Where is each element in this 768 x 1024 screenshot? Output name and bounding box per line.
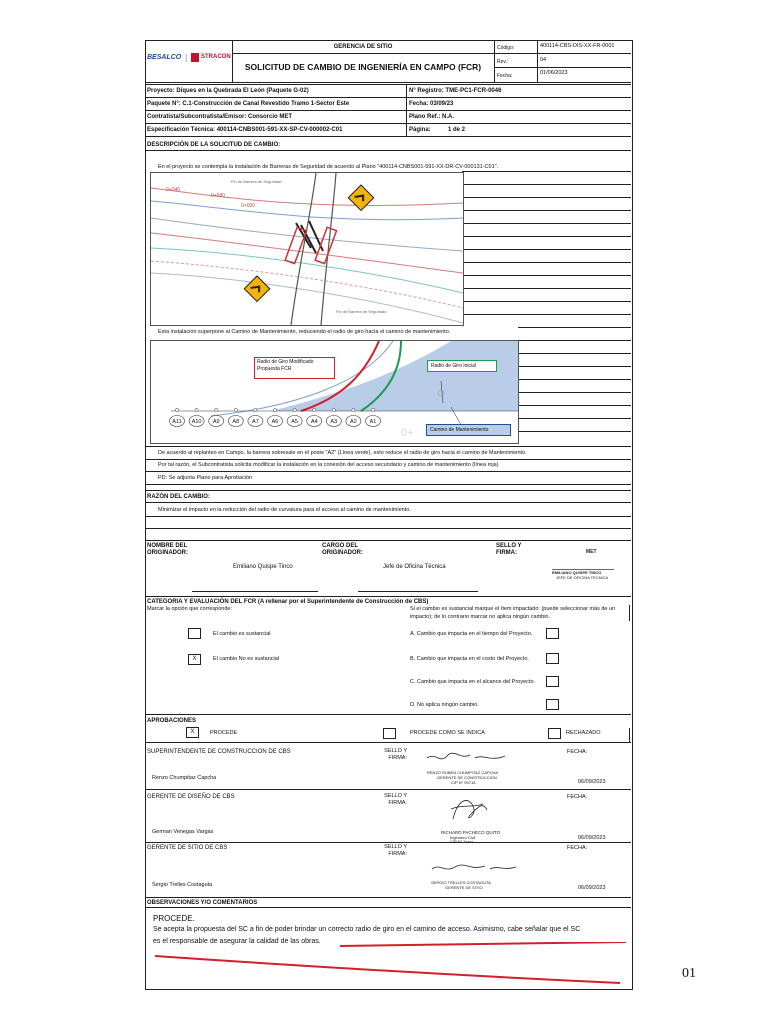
option-sustancial: El cambio es sustancial bbox=[213, 631, 271, 637]
sello-label: SELLO Y FIRMA: bbox=[384, 748, 407, 761]
post-label: A3 bbox=[330, 419, 338, 425]
procede-indica-checkbox[interactable] bbox=[383, 728, 396, 739]
registro: N° Registro: TME-PC1-FCR-0046 bbox=[409, 88, 502, 94]
originator-name: Emiliano Quispe Tinco bbox=[233, 564, 293, 570]
approver-role: GERENTE DE DISEÑO DE CBS bbox=[147, 794, 235, 800]
impact-d: D. No aplica ningún cambio. bbox=[410, 702, 479, 708]
no-sustancial-checkbox[interactable]: X bbox=[188, 654, 201, 665]
chainage: 0+ bbox=[401, 427, 414, 439]
originator-stamp bbox=[548, 544, 618, 580]
observations-text-1: Se acepta la propuesta del SC a fin de poder brindar un correcto radio de giro en el camino de acceso. Asimismo, cabe señalar que el SC bbox=[153, 926, 581, 933]
signature-2 bbox=[443, 794, 493, 824]
stamp-line-1: RICHARD PACHECO QUITO bbox=[441, 830, 501, 835]
approver-role: GERENTE DE SITIO DE CBS bbox=[147, 845, 228, 851]
stracon-icon bbox=[191, 53, 199, 62]
sustancial-checkbox[interactable] bbox=[188, 628, 201, 639]
label-bottom: Fin de Barrera de Seguridad bbox=[336, 309, 387, 314]
post-tick bbox=[175, 408, 178, 411]
besalco-logo: BESALCO bbox=[147, 54, 182, 61]
description-heading: DESCRIPCIÓN DE LA SOLICITUD DE CAMBIO: bbox=[147, 142, 281, 148]
approval-row-3 bbox=[145, 843, 631, 895]
post-tick bbox=[313, 408, 316, 411]
impact-c-checkbox[interactable] bbox=[546, 676, 559, 687]
stamp-line-1: RENZO RUBEN CHUMPITAZ CAPCHA bbox=[427, 770, 499, 775]
post-tick bbox=[234, 408, 237, 411]
originator-cargo-label: CARGO DEL ORIGINADOR: bbox=[322, 543, 363, 556]
signature-1 bbox=[425, 750, 515, 770]
approval-row-1 bbox=[145, 744, 631, 790]
impact-a-checkbox[interactable] bbox=[546, 628, 559, 639]
stamp-line-3: CIP N° 7xxxx bbox=[450, 839, 474, 844]
stamp-company: MET bbox=[586, 549, 597, 555]
post-label: A10 bbox=[191, 419, 202, 425]
plano-ref: Plano Ref.: N.A. bbox=[409, 114, 455, 120]
pagina-value: 1 de 2 bbox=[448, 127, 466, 133]
form-title: SOLICITUD DE CAMBIO DE INGENIERÍA EN CAMPO (FCR) bbox=[244, 62, 482, 72]
green-label: Radio de Giro Inicial bbox=[431, 363, 477, 369]
rev-label: Rev.: bbox=[497, 59, 509, 65]
road-label: Camino de Mantenimiento bbox=[430, 427, 489, 433]
post-label: A11 bbox=[172, 419, 182, 425]
department: GERENCIA DE SITIO bbox=[333, 44, 393, 50]
description-line1: De acuerdo al replanteo en Campo, la barrera sobresale en el poste "A2" (Línea verde), esto reduce el radio de giro hacia el camino de Mantenimiento. bbox=[158, 450, 527, 456]
stamp-role: JEFE DE OFICINA TECNICA bbox=[556, 575, 609, 580]
caption1: Esta instalación superpone al Camino de Mantenimiento, reduciendo el radio de giro hacia el camino de mantenimiento. bbox=[158, 329, 451, 335]
paquete: Paquete N°: C.1-Construcción de Canal Revestido Tramo 1-Sector Este bbox=[147, 101, 350, 107]
approval-date: 06/09/2023 bbox=[578, 835, 606, 841]
observations-text-2: es el responsable de asegurar la calidad de las obras. bbox=[153, 938, 321, 945]
originator-cargo: Jefe de Oficina Técnica bbox=[383, 564, 446, 570]
codigo-value: 400114-CBS-DIS-XX-FR-0001 bbox=[540, 43, 615, 49]
procede-checkbox[interactable]: X bbox=[186, 727, 199, 738]
description-line2: Por tal razón, el Subcontratista solicita modificar la instalación en la conexión del acceso secundario y camino de mantenimiento (línea roja) bbox=[158, 462, 499, 468]
stamp-line-2: GERENTE DE SITIO bbox=[445, 885, 483, 890]
impact-b-checkbox[interactable] bbox=[546, 653, 559, 664]
right-instruction-2: impacto); de lo contrario marcar no aplica ningún cambio. bbox=[410, 614, 551, 620]
approval-date: 06/09/2023 bbox=[578, 779, 606, 785]
approver-name: Renzo Chumpitaz Capcha bbox=[152, 775, 217, 781]
fecha-value: 01/06/2023 bbox=[540, 70, 568, 76]
post-tick bbox=[254, 408, 257, 411]
post-tick bbox=[293, 408, 296, 411]
impact-d-checkbox[interactable] bbox=[546, 699, 559, 710]
approver-role: SUPERINTENDENTE DE CONSTRUCCION DE CBS bbox=[147, 749, 291, 755]
description-line3: PD: Se adjunta Plano para Aprobación bbox=[158, 475, 253, 481]
codigo-label: Código: bbox=[497, 45, 515, 51]
post-label: A8 bbox=[232, 419, 240, 425]
impact-c: C. Cambio que impacta en el alcance del Proyecto. bbox=[410, 679, 536, 685]
page-number: 01 bbox=[682, 966, 696, 981]
post-label: A1 bbox=[369, 419, 377, 425]
option-no-sustancial: El cambio No es sustancial bbox=[213, 656, 280, 662]
post-tick bbox=[352, 408, 355, 411]
post-tick bbox=[273, 408, 276, 411]
stamp-name: EMILIANO QUISPE TINCO bbox=[552, 570, 602, 575]
rev-value: 04 bbox=[540, 57, 547, 63]
stamp-line-3: CIP N° 99718 bbox=[451, 780, 476, 785]
road-label-box bbox=[426, 424, 511, 436]
post-tick bbox=[332, 408, 335, 411]
red-label: Radio de Giro Modificado Propuesta FCR bbox=[257, 359, 314, 372]
originator-name-label: NOMBRE DEL ORIGINADOR: bbox=[147, 543, 188, 556]
post-label: A6 bbox=[271, 419, 279, 425]
sello-label: SELLO Y FIRMA: bbox=[384, 793, 407, 806]
impact-b: B. Cambio que impacta en el costo del Proyecto. bbox=[410, 656, 529, 662]
originator-sello-label: SELLO Y FIRMA: bbox=[496, 543, 522, 556]
approvals-heading: APROBACIONES bbox=[147, 718, 197, 724]
stamp-line-2: Ingeniero Civil bbox=[450, 835, 476, 840]
stamp-line-1: SERGIO TRELLES COSTAGUTA bbox=[431, 880, 491, 885]
observations-title: PROCEDE. bbox=[153, 914, 195, 923]
radius-diagram bbox=[150, 340, 519, 444]
right-instruction-1: Si el cambio es sustancial marque el ítem impactado: (puede seleccionar más de un bbox=[410, 606, 616, 612]
chain2: 0+580 bbox=[211, 193, 226, 199]
rechazado-label: RECHAZADO bbox=[566, 730, 601, 736]
observations-heading: OBSERVACIONES Y/O COMENTARIOS bbox=[147, 900, 258, 906]
post-label: A4 bbox=[310, 419, 318, 425]
post-label: A5 bbox=[291, 419, 298, 425]
approver-name: Sergio Trelles Costaguta bbox=[152, 882, 213, 888]
fecha-label: FECHA: bbox=[567, 749, 588, 755]
especificacion: Especificación Técnica: 400114-CNBS001-591-XX-SP-CV-000002-C01 bbox=[147, 127, 343, 133]
reason-text: Minimizar el impacto en la reducción del radio de curvatura para el acceso al camino de mantenimiento. bbox=[158, 507, 411, 513]
approval-row-2 bbox=[145, 790, 631, 844]
approver-name: German Venegas Vargas bbox=[152, 829, 214, 835]
stamp-line-2: GERENTE DE CONSTRUCCION bbox=[437, 775, 497, 780]
sello-label: SELLO Y FIRMA: bbox=[384, 844, 407, 857]
post-label: A2 bbox=[350, 419, 357, 425]
category-instruction: Marcar la opción que corresponde: bbox=[147, 606, 232, 612]
separator: | bbox=[185, 52, 188, 62]
post-tick bbox=[371, 408, 374, 411]
post-tick bbox=[195, 408, 198, 411]
signature-3 bbox=[430, 861, 520, 877]
label-top: Fin de Barrera de Seguridad bbox=[231, 179, 282, 184]
fecha-label: Fecha: bbox=[497, 73, 513, 79]
rechazado-checkbox[interactable] bbox=[548, 728, 561, 739]
red-underline bbox=[150, 942, 630, 986]
post-label: A9 bbox=[212, 419, 220, 425]
approval-date: 06/09/2023 bbox=[578, 885, 606, 891]
procede-label: PROCEDE bbox=[210, 730, 238, 736]
category-heading: CATEGORIA Y EVALUACIÓN DEL FCR (A rellenar por el Superintendente de Construcción de CBS) bbox=[147, 599, 429, 605]
post-tick bbox=[215, 408, 218, 411]
reason-heading: RAZÓN DEL CAMBIO: bbox=[147, 494, 210, 500]
plan-drawing bbox=[151, 173, 463, 325]
proyecto: Proyecto: Diques en la Quebrada El León (Paquete G-02) bbox=[147, 88, 309, 94]
impact-a: A. Cambio que impacta en el tiempo del Proyecto. bbox=[410, 631, 533, 637]
procede-indica-label: PROCEDE COMO SE INDICA bbox=[410, 730, 485, 736]
green-label-box bbox=[427, 360, 497, 372]
pagina-label: Página: bbox=[409, 127, 431, 133]
description-intro: En el proyecto se contempla la instalación de Barreras de Seguridad de acuerdo al Plano "400114-CNBS001-591-XX-DR-CV-000131-C01". bbox=[158, 164, 499, 170]
post-label: A7 bbox=[252, 419, 259, 425]
fecha-label: FECHA: bbox=[567, 845, 588, 851]
logo bbox=[147, 52, 232, 68]
stracon-logo: STRACON bbox=[201, 54, 231, 60]
fecha-label: FECHA: bbox=[567, 794, 588, 800]
chain1: 0+540 bbox=[166, 187, 181, 193]
red-label-box bbox=[254, 357, 335, 379]
chain3: 0+600 bbox=[241, 203, 256, 209]
plan-diagram bbox=[150, 172, 464, 326]
fecha-registro: Fecha: 03/09/23 bbox=[409, 101, 454, 107]
contratista: Contratista/Subcontratista/Emisor: Consorcio MET bbox=[147, 114, 293, 120]
